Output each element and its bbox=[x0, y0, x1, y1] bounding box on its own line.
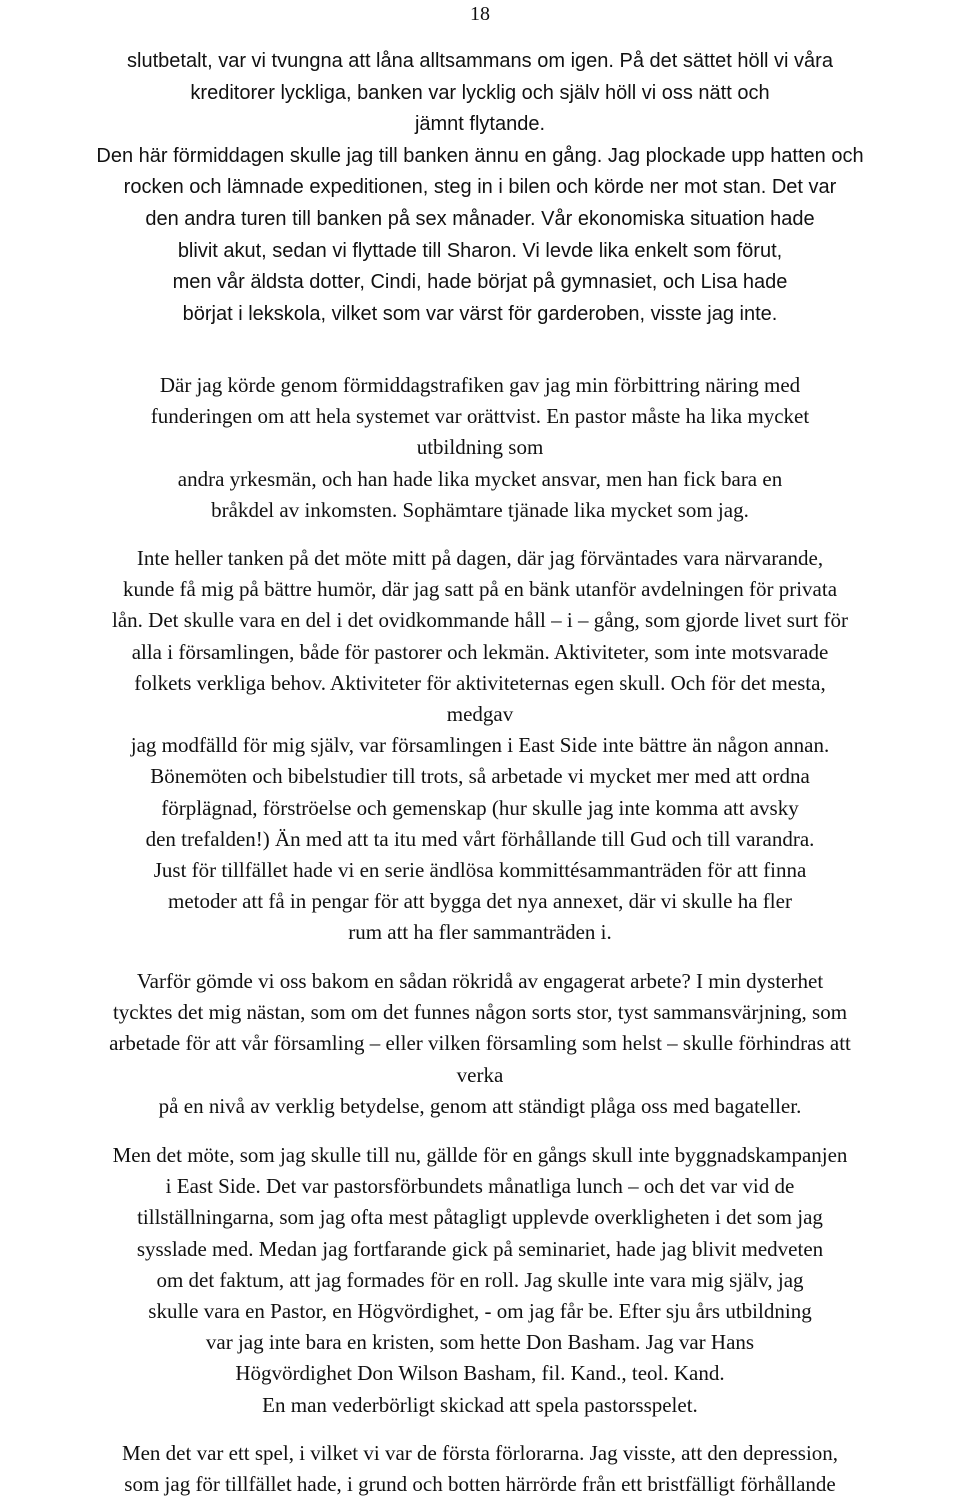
paragraph-6 bbox=[0, 1438, 960, 1500]
text-line: folkets verkliga behov. Aktiviteter för aktiviteternas egen skull. Och för det mesta, bbox=[134, 670, 826, 695]
text-line: Högvördighet Don Wilson Basham, fil. Kand., teol. Kand. bbox=[235, 1361, 725, 1386]
text-line: som jag för tillfället hade, i grund och botten härrörde från ett bristfälligt förhållande bbox=[124, 1472, 836, 1497]
text-line: i East Side. Det var pastorsförbundets månatliga lunch – och det var vid de bbox=[165, 1174, 795, 1199]
paragraph-3 bbox=[0, 543, 960, 949]
text-line: Men det möte, som jag skulle till nu, gällde för en gångs skull inte byggnadskampanjen bbox=[112, 1143, 848, 1167]
text-line: Där jag körde genom förmiddagstrafiken gav jag min förbittring näring med bbox=[159, 373, 801, 397]
text-line: Men det var ett spel, i vilket vi var de första förlorarna. Jag visste, att den depression, bbox=[121, 1441, 839, 1465]
text-line: rocken och lämnade expeditionen, steg in i bilen och körde ner mot stan. Det var bbox=[123, 176, 837, 199]
text-line: sysslade med. Medan jag fortfarande gick på seminariet, hade jag blivit medveten bbox=[136, 1236, 824, 1261]
text-line: lån. Det skulle vara en del i det ovidkommande håll – i – gång, som gjorde livet surt för bbox=[112, 608, 848, 633]
page-number: 18 bbox=[470, 3, 490, 25]
text-line: börjat i lekskola, vilket som var värst för garderoben, visste jag inte. bbox=[182, 302, 778, 325]
text-line: jag modfälld för mig själv, var församlingen i East Side inte bättre än någon annan. bbox=[130, 733, 830, 758]
text-line: utbildning som bbox=[416, 435, 544, 460]
text-line: funderingen om att hela systemet var orättvist. En pastor måste ha lika mycket bbox=[150, 404, 810, 429]
text-line: andra yrkesmän, och han hade lika mycket ansvar, men han fick bara en bbox=[177, 466, 783, 491]
text-line: bråkdel av inkomsten. Sophämtare tjänade lika mycket som jag. bbox=[211, 497, 749, 522]
text-line: metoder att få in pengar för att bygga det nya annexet, där vi skulle ha fler bbox=[168, 889, 792, 914]
text-line: verka bbox=[456, 1062, 504, 1087]
text-line: rum att ha fler sammanträden i. bbox=[348, 920, 612, 945]
text-line: den andra turen till banken på sex månader. Vår ekonomiska situation hade bbox=[145, 207, 815, 230]
text-line: jämnt flytande. bbox=[414, 113, 546, 136]
text-line: medgav bbox=[446, 702, 514, 727]
text-line: men vår äldsta dotter, Cindi, hade börjat på gymnasiet, och Lisa hade bbox=[172, 271, 788, 294]
text-line: förplägnad, förströelse och gemenskap (hur skulle jag inte komma att avsky bbox=[161, 795, 799, 820]
text-line: En man vederbörligt skickad att spela pastorsspelet. bbox=[262, 1392, 698, 1417]
text-line: Bönemöten och bibelstudier till trots, så arbetade vi mycket mer med att ordna bbox=[150, 764, 810, 789]
text-line: kreditorer lyckliga, banken var lycklig och själv höll vi oss nätt och bbox=[190, 81, 770, 104]
text-line: Varför gömde vi oss bakom en sådan rökridå av engagerat arbete? I min dysterhet bbox=[136, 969, 824, 993]
text-line: skulle vara en Pastor, en Högvördighet, - om jag får be. Efter sju års utbildning bbox=[148, 1299, 812, 1324]
text-line: den trefalden!) Än med att ta itu med vårt förhållande till Gud och till varandra. bbox=[145, 826, 815, 851]
text-line: var jag inte bara en kristen, som hette Don Basham. Jag var Hans bbox=[205, 1330, 755, 1355]
paragraph-4 bbox=[0, 966, 960, 1122]
text-line: kunde få mig på bättre humör, där jag satt på en bänk utanför avdelningen för privata bbox=[122, 577, 838, 602]
text-line: tillställningarna, som jag ofta mest påtagligt upplevde overkligheten i det som jag bbox=[137, 1205, 823, 1230]
text-line: Just för tillfället hade vi en serie ändlösa kommittésammanträden för att finna bbox=[153, 858, 807, 883]
text-line: arbetade för att vår församling – eller vilken församling som helst – skulle förhindras att bbox=[109, 1031, 851, 1056]
text-line: om det faktum, att jag formades för en roll. Jag skulle inte vara mig själv, jag bbox=[156, 1267, 804, 1292]
text-line: blivit akut, sedan vi flyttade till Sharon. Vi levde lika enkelt som förut, bbox=[177, 239, 783, 262]
text-line: tycktes det mig nästan, som om det funnes någon sorts stor, tyst sammansvärjning, som bbox=[112, 1000, 848, 1025]
text-line: Inte heller tanken på det möte mitt på dagen, där jag förväntades vara närvarande, bbox=[136, 546, 824, 570]
text-line: på en nivå av verklig betydelse, genom att ständigt plåga oss med bagateller. bbox=[158, 1093, 802, 1118]
paragraph-5 bbox=[0, 1140, 960, 1421]
text-line: alla i församlingen, både för pastorer och lekmän. Aktiviteter, som inte motsvarade bbox=[131, 639, 829, 664]
text-line: Den här förmiddagen skulle jag till banken ännu en gång. Jag plockade upp hatten och bbox=[96, 144, 864, 167]
paragraph-1 bbox=[0, 46, 960, 330]
text-line: slutbetalt, var vi tvungna att låna alltsammans om igen. På det sättet höll vi våra bbox=[127, 50, 833, 72]
paragraph-2 bbox=[0, 370, 960, 526]
